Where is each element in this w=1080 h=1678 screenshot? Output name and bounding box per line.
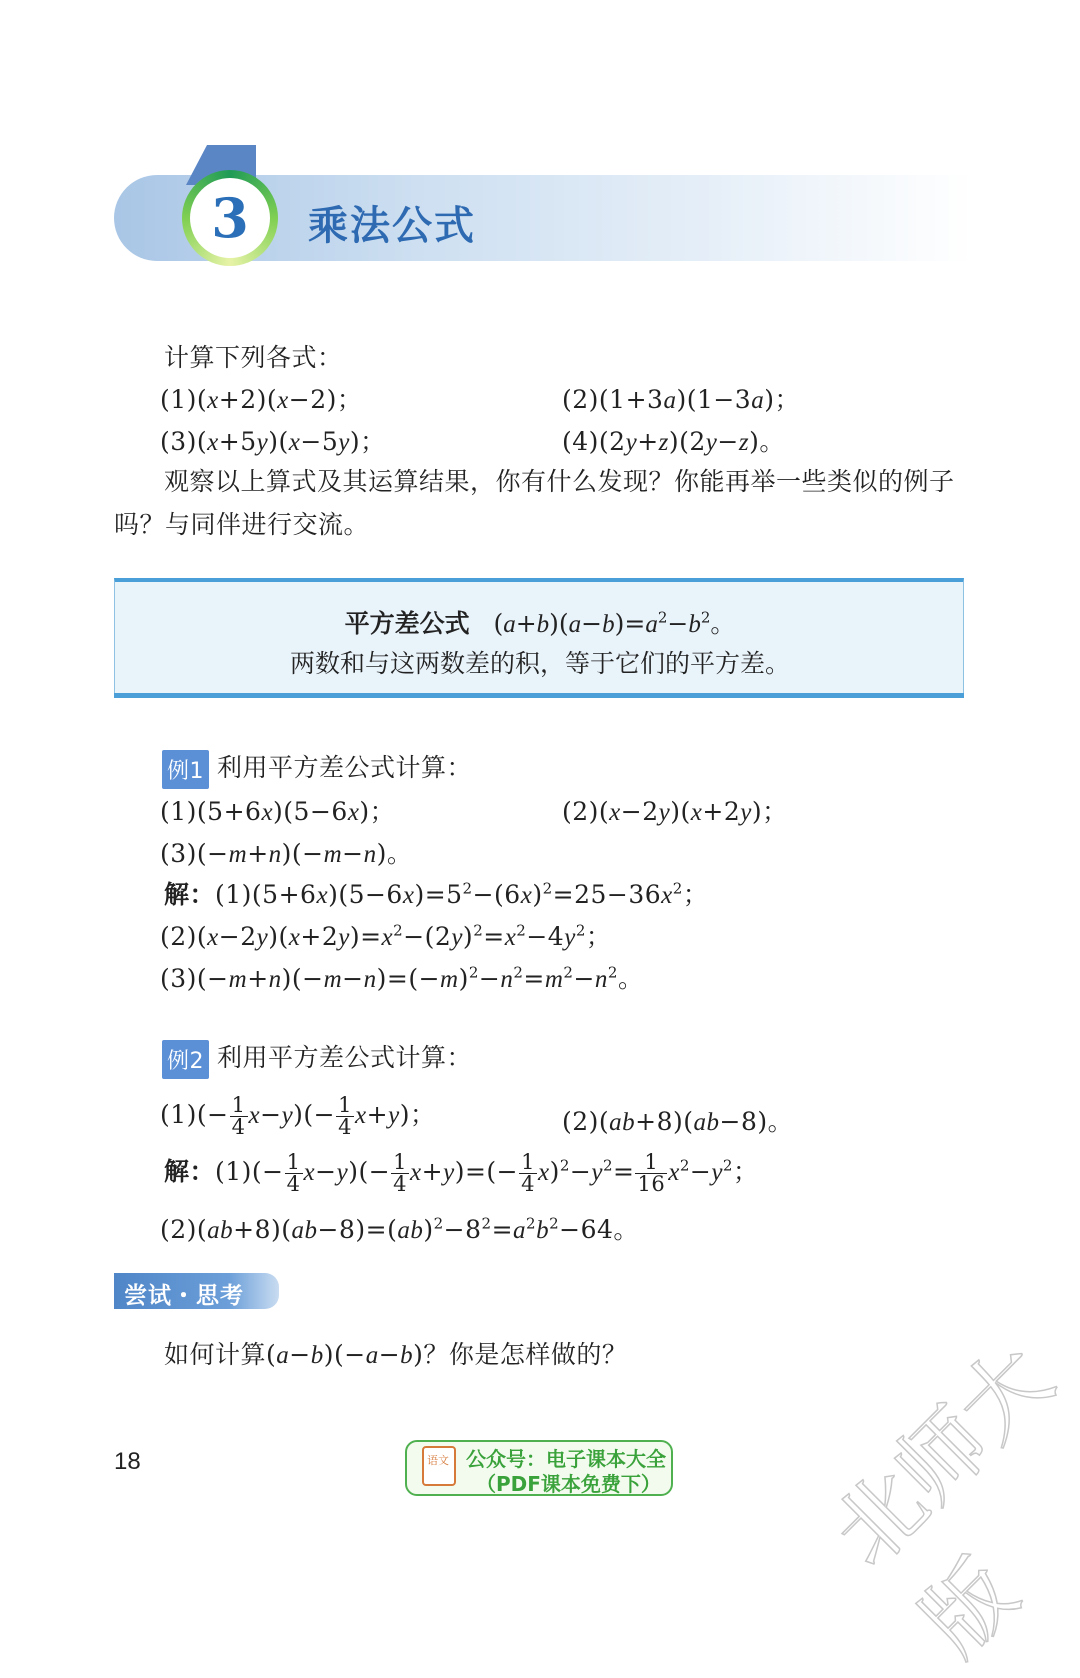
example-1-item-3: (3)(−m+n)(−m−n)。 bbox=[160, 839, 413, 868]
intro-item-4: (4)(2y+z)(2y−z)。 bbox=[562, 427, 785, 456]
formula-line: 平方差公式 $(a+b)(a-b)=a^2-b^2$。 bbox=[344, 608, 736, 638]
try-think-question: 如何计算(a−b)(−a−b)？你是怎样做的？ bbox=[164, 1340, 628, 1369]
intro-item-3: (3)(x+5y)(x−5y)； bbox=[160, 427, 386, 456]
publisher-watermark: 北师大版 bbox=[812, 1326, 1073, 1675]
example-2-heading bbox=[162, 1038, 472, 1079]
example-2-badge: 例2 bbox=[162, 1040, 209, 1079]
formula-name: 平方差公式 bbox=[344, 609, 470, 638]
example-1-item-1: (1)(5+6x)(5−6x)； bbox=[160, 797, 396, 826]
example-1-solution-1: 解：$(1)(5+6x)(5-6x)=5^2-(6x)^2=25-36x^2$； bbox=[164, 879, 709, 909]
section-title: 乘法公式 bbox=[308, 203, 476, 249]
example-1-item-2: (2)(x−2y)(x+2y)； bbox=[562, 797, 788, 826]
example-1-instruction: 利用平方差公式计算： bbox=[217, 753, 473, 782]
example-1-solution-3: $(3)(-m+n)(-m-n)=(-m)^2-n^2=m^2-n^2$。 bbox=[160, 963, 644, 993]
example-2-item-1: (1)(− $\frac{1}{4}$ x−y)(− $\frac{1}{4}$ x+y)； bbox=[160, 1093, 436, 1139]
book-icon-label: 语文 bbox=[427, 1454, 449, 1467]
example-1-heading bbox=[162, 748, 472, 789]
example-2-item-2: (2)(ab+8)(ab−8)。 bbox=[562, 1107, 794, 1136]
example-1-solution-label: 解： bbox=[164, 880, 216, 909]
example-1-solution-2: $(2)(x-2y)(x+2y)=x^2-(2y)^2=x^2-4y^2$； bbox=[160, 921, 612, 951]
intro-observe-line-2: 吗？与同伴进行交流。 bbox=[114, 510, 370, 539]
intro-observe-line-1: 观察以上算式及其运算结果，你有什么发现？你能再举一些类似的例子 bbox=[164, 467, 955, 496]
example-1-badge: 例1 bbox=[162, 750, 209, 789]
formula-box-underline bbox=[114, 693, 964, 698]
formula-statement: 两数和与这两数差的积，等于它们的平方差。 bbox=[289, 649, 790, 678]
example-2-solution-label: 解： bbox=[164, 1157, 216, 1186]
intro-item-1: (1)(x+2)(x−2)； bbox=[160, 385, 363, 414]
chapter-number: 3 bbox=[190, 178, 270, 258]
intro-prompt: 计算下列各式： bbox=[164, 343, 343, 372]
promo-line-1: 公众号：电子课本大全 bbox=[466, 1447, 666, 1471]
page-number: 18 bbox=[114, 1448, 141, 1475]
try-think-label: 尝试・思考 bbox=[124, 1283, 244, 1309]
promo-line-2: （PDF课本免费下） bbox=[476, 1472, 661, 1496]
example-2-instruction: 利用平方差公式计算： bbox=[217, 1043, 473, 1072]
example-2-solution-2: $(2)(ab+8)(ab-8)=(ab)^2-8^2=a^2b^2-64$。 bbox=[160, 1214, 639, 1244]
intro-item-2: (2)(1+3a)(1−3a)； bbox=[562, 385, 800, 414]
formula-box bbox=[114, 578, 964, 694]
example-2-solution-1: 解：(1)(− $\frac{1}{4}$ x−y)(− $\frac{1}{4}$ x+y)=(− $\frac{1}{4}$ $x)^2-y^2=$ $\frac{1}{16}$ $x^2-y^2$； bbox=[164, 1150, 759, 1196]
